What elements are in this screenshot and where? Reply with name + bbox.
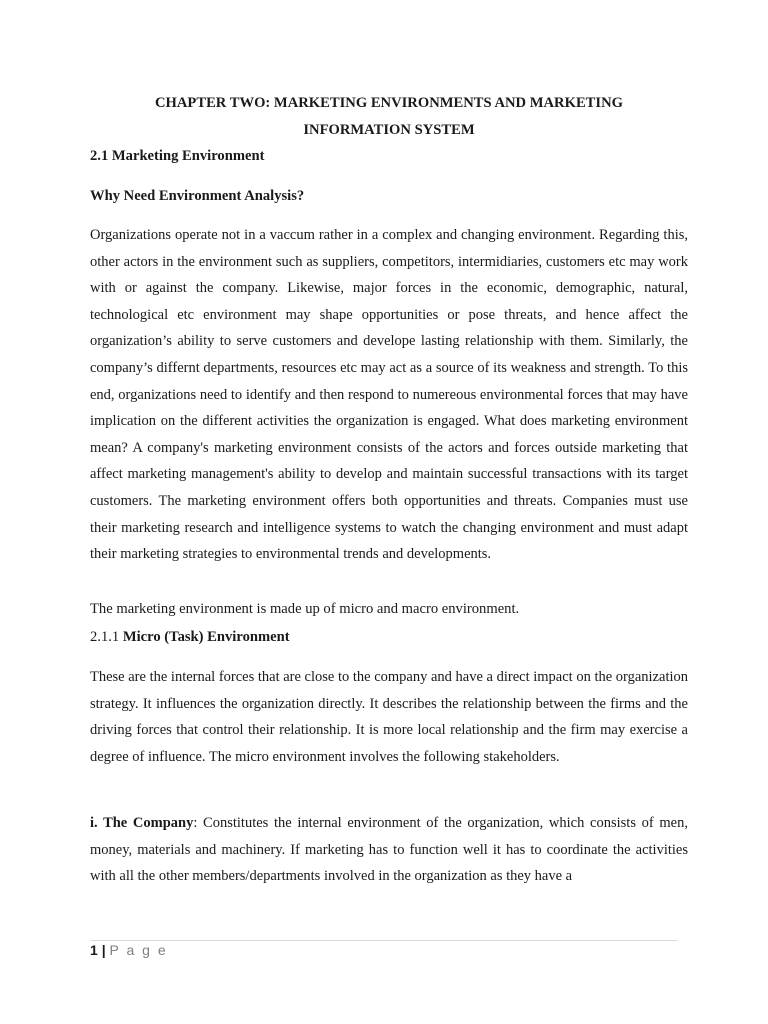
summary-line-micro-macro: The marketing environment is made up of micro and macro environment.	[90, 601, 520, 617]
page-label: P a g e	[109, 942, 168, 958]
page-footer	[90, 942, 168, 958]
page-number: 1	[90, 942, 98, 958]
subheading-why-environment-analysis: Why Need Environment Analysis?	[90, 188, 305, 204]
paragraph-environment-analysis: Organizations operate not in a vaccum rather in a complex and changing environment. Regarding this, other actors in the environment such as suppliers, competitors, intermidiaries, customers etc may work with or against the company. Likewise, major forces in the economic, demographic, natural, technological etc environment may shape opportunities or pose threats, and hence affect the organization’s ability to serve customers and develope lasting relationship with them. Similarly, the company’s differnt departments, resources etc may act as a source of its weakness and strength. To this end, organizations need to identify and then respond to numereous environmental forces that may have implication on the different activities the organization is engaged. What does marketing environment mean? A company's marketing environment consists of the actors and forces outside marketing that affect marketing management's ability to develop and maintain successful transactions with its target customers. The marketing environment offers both opportunities and threats. Companies must use their marketing research and intelligence systems to watch the changing environment and must adapt their marketing strategies to environmental trends and developments.	[90, 227, 688, 563]
section-heading-2-1: 2.1 Marketing Environment	[90, 148, 265, 164]
chapter-title-line-1: CHAPTER TWO: MARKETING ENVIRONMENTS AND MARKETING	[155, 95, 623, 111]
item-text-the-company: : Constitutes the internal environment of the organization, which consists of men, money, materials and machinery. If marketing has to function well it has to coordinate the activities with all the other members/departments involved in the organization as they have a	[90, 815, 688, 885]
footer-divider	[90, 940, 678, 941]
chapter-title	[90, 90, 688, 144]
chapter-title-line-2: INFORMATION SYSTEM	[303, 122, 475, 138]
paragraph-the-company	[90, 810, 688, 890]
paragraph-micro-environment: These are the internal forces that are close to the company and have a direct impact on the organization strategy. It influences the organization directly. It describes the relationship between the firms and the driving forces that control their relationship. It is more local relationship and the firm may exercise a degree of influence. The micro environment involves the following stakeholders.	[90, 669, 689, 765]
section-number: 2.1.1	[90, 629, 120, 645]
section-title: Micro (Task) Environment	[122, 629, 290, 645]
section-heading-2-1-1	[90, 627, 290, 647]
item-label-the-company: i. The Company	[90, 815, 194, 831]
footer-separator: |	[101, 942, 106, 958]
